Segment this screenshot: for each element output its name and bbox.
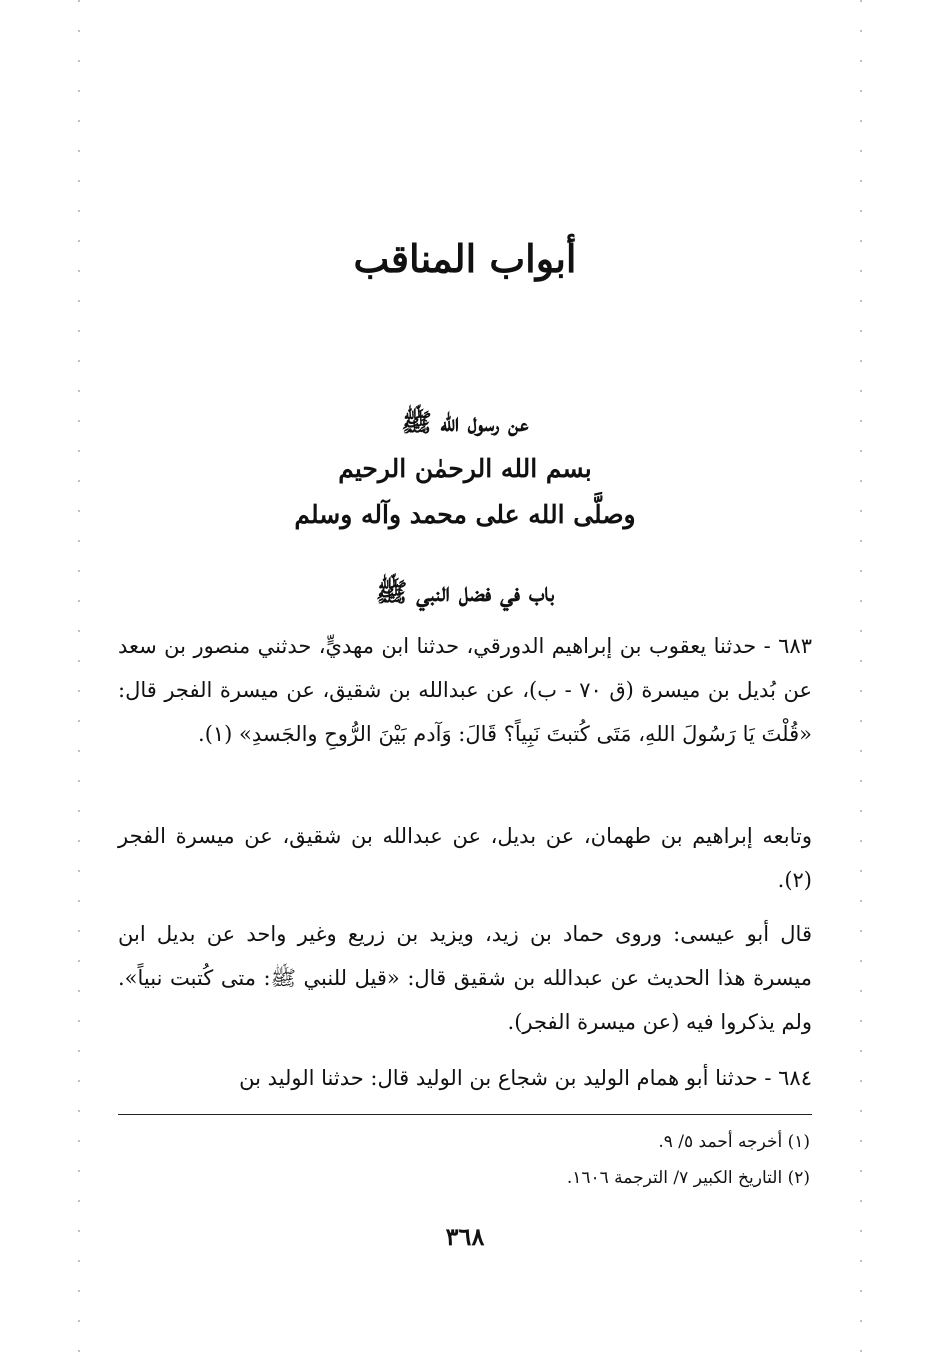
paragraph-hadith-684: ٦٨٤ - حدثنا أبو همام الوليد بن شجاع بن الوليد قال: حدثنا الوليد بن [239, 1066, 812, 1090]
heading-line-3: وصلَّى الله على محمد وآله وسلم [294, 500, 636, 529]
page-number: ٣٦٨ [445, 1222, 485, 1251]
paragraph-mutaba: وتابعه إبراهيم بن طهمان، عن بديل، عن عبدالله بن شقيق، عن ميسرة الفجر (٢). [118, 824, 812, 892]
heading-line-1: عن رسول الله ﷺ [401, 408, 529, 437]
footnote-1: (١) أخرجه أحمد ٥/ ٩. [658, 1132, 810, 1152]
section-heading: باب في فضل النبي ﷺ [375, 578, 555, 608]
footnote-divider [118, 1114, 812, 1115]
paragraph-hadith-683: ٦٨٣ - حدثنا يعقوب بن إبراهيم الدورقي، حدثنا ابن مهديٍّ، حدثني منصور بن سعد عن بُديل بن ميسرة (ق ٧٠ - ب)، عن عبدالله بن شقيق، عن ميسرة الفجر قال: «قُلْتَ يَا رَسُولَ اللهِ، مَتَى كُتبتَ نَبِياً؟ قَالَ: وَآدم بَيْنَ الرُّوحِ والجَسدِ» (١). [118, 634, 813, 746]
heading-block [0, 400, 930, 538]
footnotes [120, 1124, 810, 1196]
scan-edge-dots-right [860, 0, 862, 1353]
chapter-title: أبواب المناقب [353, 236, 577, 281]
heading-line-2: بسم الله الرحمٰن الرحيم [338, 454, 592, 483]
paragraph-abu-isa: قال أبو عيسى: وروى حماد بن زيد، ويزيد بن زريع وغير واحد عن بديل ابن ميسرة هذا الحديث عن عبدالله بن شقيق قال: «قيل للنبي ﷺ: متى كُتبت نبياً». ولم يذكروا فيه (عن ميسرة الفجر). [118, 922, 812, 1034]
footnote-2: (٢) التاريخ الكبير ٧/ الترجمة ١٦٠٦. [566, 1168, 810, 1188]
scan-edge-dots-left [78, 0, 80, 1353]
